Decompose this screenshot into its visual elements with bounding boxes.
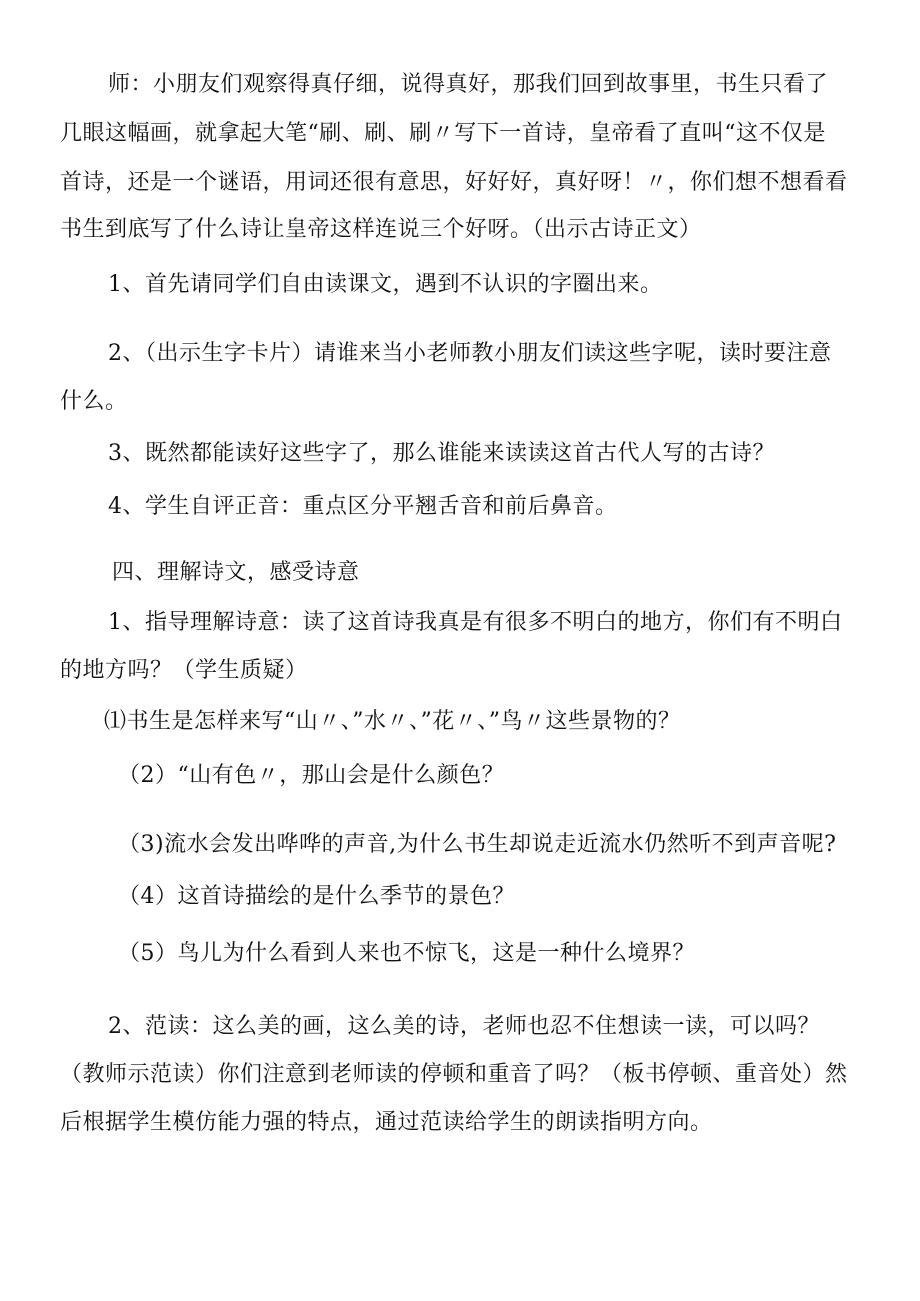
paragraph-teacher-line-1: 师：小朋友们观察得真仔细，说得真好，那我们回到故事里，书生只看了 bbox=[108, 72, 829, 97]
paragraph-teacher-line-2: 几眼这幅画，就拿起大笔“刷、刷、刷〃写下一首诗，皇帝看了直叫“这不仅是 bbox=[60, 121, 826, 146]
question-5: （5）鸟儿为什么看到人来也不惊飞，这是一种什么境界？ bbox=[118, 941, 695, 966]
step-2-line-2: 什么。 bbox=[60, 389, 128, 414]
model-reading-line-3: 后根据学生模仿能力强的特点，通过范读给学生的朗读指明方向。 bbox=[60, 1110, 713, 1135]
guide-1-line-2: 的地方吗？（学生质疑） bbox=[60, 658, 308, 683]
question-4: （4）这首诗描绘的是什么季节的景色？ bbox=[118, 884, 515, 909]
question-3: （3)流水会发出哗哗的声音,为什么书生却说走近流水仍然听不到声音呢? bbox=[118, 832, 837, 857]
guide-1-line-1: 1、指导理解诗意：读了这首诗我真是有很多不明白的地方，你们有不明白 bbox=[108, 610, 843, 635]
model-reading-line-1: 2、范读：这么美的画，这么美的诗，老师也忍不住想读一读，可以吗？ bbox=[108, 1014, 820, 1039]
step-3-text: 3、既然都能读好这些字了，那么谁能来读读这首古代人写的古诗？ bbox=[108, 441, 775, 466]
step-4-text: 4、学生自评正音：重点区分平翘舌音和前后鼻音。 bbox=[108, 494, 618, 519]
paragraph-teacher-line-3: 首诗，还是一个谜语，用词还很有意思，好好好，真好呀！〃，你们想不想看看 bbox=[60, 170, 848, 195]
step-1-text: 1、首先请同学们自由读课文，遇到不认识的字圈出来。 bbox=[108, 272, 663, 297]
model-reading-line-2: （教师示范读）你们注意到老师读的停顿和重音了吗？（板书停顿、重音处）然 bbox=[60, 1062, 848, 1087]
section-heading-4: 四、理解诗文，感受诗意 bbox=[112, 560, 360, 585]
step-2-line-1: 2、（出示生字卡片）请谁来当小老师教小朋友们读这些字呢，读时要注意 bbox=[108, 341, 832, 366]
paragraph-teacher-line-4: 书生到底写了什么诗让皇帝这样连说三个好呀。（出示古诗正文） bbox=[60, 217, 702, 242]
question-1: ⑴书生是怎样来写“山〃、”水〃、”花〃、”鸟〃这些景物的？ bbox=[104, 709, 681, 734]
question-2: （2）“山有色〃，那山会是什么颜色？ bbox=[118, 763, 505, 788]
